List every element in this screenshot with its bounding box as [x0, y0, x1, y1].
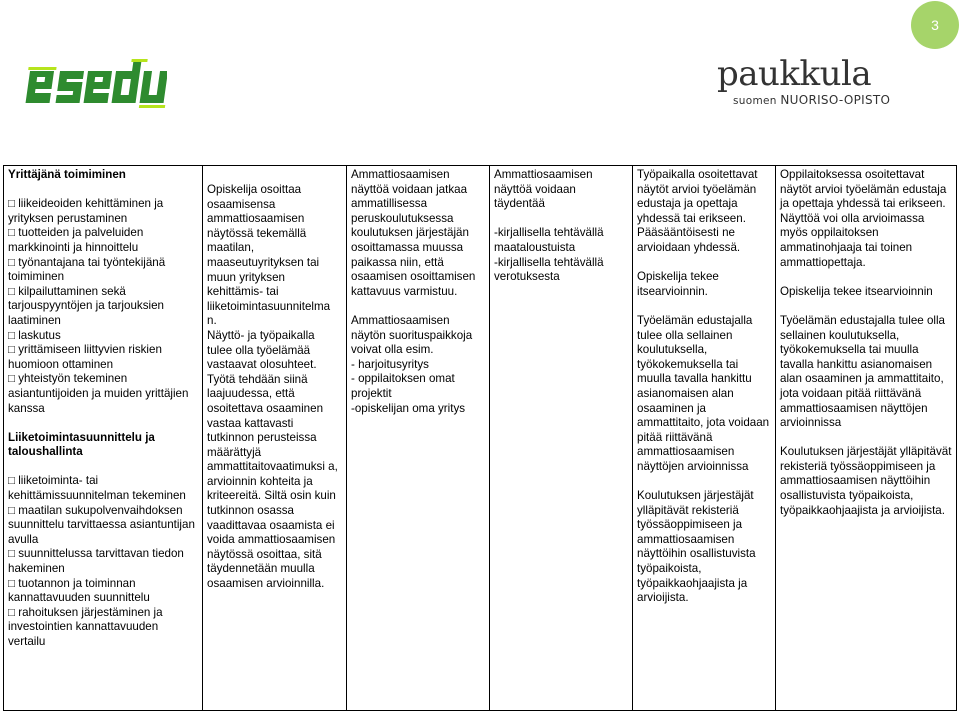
list-item: - harjoitusyritys: [351, 357, 429, 371]
paragraph: Työelämän edustajalla tulee olla sellainen koulutuksella, työkokemuksella tai muulla tavalla hankittu asianomaisen alan osaaminen ja ammattitaito, jota voidaan pitää riittävänä ammattiosaamisen näyttöjen arvioinnissa: [780, 313, 945, 430]
paukkula-logo-word: paukkula: [717, 54, 872, 94]
list-item: □ yhteistyön tekeminen asiantuntijoiden ja muiden yrittäjien kanssa: [8, 372, 189, 415]
paragraph: Opiskelija osoittaa osaamisensa ammattiosaamisen näytössä tekemällä maatilan, maaseutuyrityksen tai muun yrityksen kehittämis- tai liiketoimintasuunnitelma n.: [207, 183, 331, 328]
list-item: □ suunnittelussa tarvittavan tiedon hakeminen: [8, 547, 184, 576]
paragraph: Näyttö- ja työpaikalla tulee olla työelämää vastaavat olosuhteet. Työtä tehdään siinä laajuudessa, että osoitettava osaaminen vastaa kattavasti tutkinnon perusteissa määrättyjä ammattitaitovaatimuksi a, arvioinnin kohteita ja kriteereitä. Siltä osin kuin tutkinnon osassa vaadittavaa osaamista ei voida ammattiosaamisen näytössä osoittaa, sitä täydennetään muulla osaamisen arvioinnilla.: [207, 328, 338, 591]
paragraph: Oppilaitoksessa osoitettavat näytöt arvioi työelämän edustaja ja opettaja yhdessä tai erikseen. Näyttöä voi olla arvioimassa myös oppilaitoksen ammatinohjaaja tai toinen ammattiopettaja.: [780, 168, 947, 269]
list-item: □ kilpailuttaminen sekä tarjouspyyntöjen ja tarjouksien laatiminen: [8, 284, 164, 327]
paragraph: Opiskelija tekee itsearvioinnin: [780, 284, 933, 298]
paragraph: Ammattiosaamisen näytön suorituspaikkoja voivat olla esim.: [351, 313, 473, 357]
table-row: [4, 166, 957, 711]
list-item: □ työnantajana tai työntekijänä toimiminen: [8, 255, 166, 284]
esedu-logo-graphic: [22, 57, 167, 109]
column-continuation: [347, 166, 490, 711]
list-item: -opiskelijan oma yritys: [351, 401, 466, 415]
list-item: □ liikeideoiden kehittäminen ja yrityksen perustaminen: [8, 197, 164, 225]
column-competence: [4, 166, 203, 711]
paragraph: Koulutuksen järjestäjät ylläpitävät rekisteriä työssäoppimiseen ja ammattiosaamisen näyttöihin osallistuvista työpaikoista, työpaikkaohjaajista ja arvioijista.: [637, 489, 756, 605]
heading-business-planning: Liiketoimintasuunnittelu ja taloushallinta: [8, 430, 155, 459]
paukkula-logo-subtitle: [733, 93, 890, 107]
paragraph: Työelämän edustajalla tulee olla sellainen koulutuksella, työkokemuksella tai muulla tavalla hankittu asianomaisen alan osaaminen ja ammattitaito, jota voidaan pitää riittävänä ammattiosaamisen näyttöjen arvioinnissa: [637, 313, 770, 473]
paukkula-logo-sub1: suomen: [733, 95, 777, 107]
page-number: 3: [931, 17, 939, 33]
paragraph: Työpaikalla osoitettavat näytöt arvioi työelämän edustaja ja opettaja yhdessä tai erikseen. Pääsääntöisesti ne arvioidaan yhdessä.: [637, 168, 758, 254]
paukkula-logo-sub2: NUORISO-OPISTO: [780, 93, 891, 107]
list-item: □ maatilan sukupolvenvaihdoksen suunnittelu tarvittaessa asiantuntijan avulla: [8, 503, 195, 546]
column-demonstration: [203, 166, 347, 711]
column-supplement: [490, 166, 633, 711]
paragraph: Koulutuksen järjestäjät ylläpitävät rekisteriä työssäoppimiseen ja ammattiosaamisen näyttöihin osallistuvista työpaikoista, työpaikkaohjaajista ja arvioijista.: [780, 445, 952, 517]
list-item: - oppilaitoksen omat projektit: [351, 372, 455, 400]
paragraph: Ammattiosaamisen näyttöä voidaan jatkaa ammatillisessa peruskoulutuksessa koulutuksen järjestäjän osoittamassa muussa paikassa niin, että osaamisen osoittamisen kattavuus varmistuu.: [351, 168, 476, 298]
heading-entrepreneurship: Yrittäjänä toimiminen: [8, 168, 126, 181]
esedu-logo: [22, 57, 167, 109]
list-item: □ liiketoiminta- tai kehittämissuunnitelman tekeminen: [8, 474, 186, 503]
list-item: □ yrittämiseen liittyvien riskien huomioon ottaminen: [8, 343, 162, 371]
paragraph: -kirjallisella tehtävällä maataloustuista: [494, 226, 604, 254]
list-item: □ tuotteiden ja palveluiden markkinointi ja hinnoittelu: [8, 226, 144, 254]
paragraph: Opiskelija tekee itsearvioinnin.: [637, 270, 719, 298]
page-number-badge: [911, 1, 959, 49]
column-workplace-assessment: [633, 166, 776, 711]
paragraph: -kirjallisella tehtävällä verotuksesta: [494, 255, 604, 284]
list-item: □ laskutus: [8, 328, 61, 342]
paukkula-logo: [713, 54, 893, 110]
paragraph: Ammattiosaamisen näyttöä voidaan täydentää: [494, 168, 593, 211]
list-item: □ tuotannon ja toiminnan kannattavuuden suunnittelu: [8, 576, 150, 605]
list-item: □ rahoituksen järjestäminen ja investointien kannattavuuden vertailu: [8, 605, 163, 648]
assessment-table: [3, 165, 957, 711]
column-school-assessment: [776, 166, 957, 711]
